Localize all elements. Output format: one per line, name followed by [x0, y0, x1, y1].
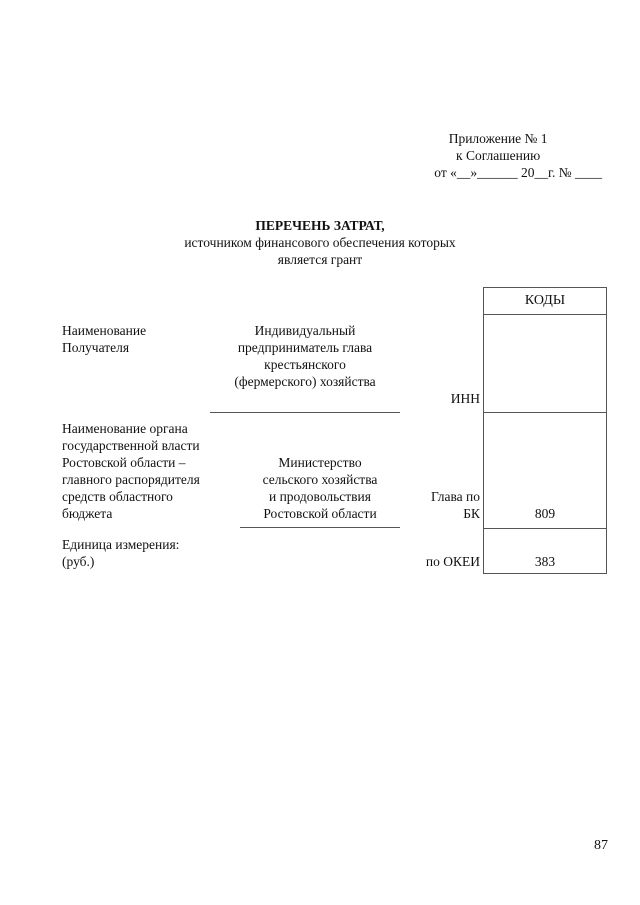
authority-underline — [240, 527, 400, 528]
unit-label-line: Единица измерения: — [62, 537, 180, 552]
budget-chapter-code-value: 809 — [534, 506, 556, 521]
budget-chapter-label — [410, 488, 480, 522]
authority-label-line: Ростовской области – — [62, 455, 186, 470]
title-sub-2: является грант — [277, 252, 363, 267]
authority-label-line: Наименование органа — [62, 421, 188, 436]
codes-header-bottom-border — [483, 314, 607, 315]
codes-table-top-border — [483, 287, 607, 288]
recipient-underline — [210, 412, 400, 413]
title-sub-1: источником финансового обеспечения которых — [184, 235, 456, 250]
budget-chapter-label-line: БК — [463, 506, 480, 521]
recipient-label-line: Наименование — [62, 323, 147, 338]
unit-label-line: (руб.) — [62, 554, 95, 569]
recipient-label — [62, 322, 146, 356]
okei-label: по ОКЕИ — [425, 554, 480, 569]
recipient-value-line: (фермерского) хозяйства — [234, 374, 376, 389]
recipient-value — [210, 322, 400, 390]
unit-label — [62, 536, 179, 570]
annex-line-3: от «__»______ 20__г. № ____ — [434, 165, 602, 180]
page-number: 87 — [594, 838, 608, 853]
authority-label-line: главного распорядителя — [62, 472, 200, 487]
document-title — [0, 217, 640, 268]
authority-value — [240, 454, 400, 522]
authority-label-line: бюджета — [62, 506, 113, 521]
inn-label: ИНН — [450, 391, 480, 406]
codes-table-left-border — [483, 287, 484, 574]
authority-value-line: и продовольствия — [268, 489, 371, 504]
authority-label-line: средств областного — [62, 489, 173, 504]
title-main: ПЕРЕЧЕНЬ ЗАТРАТ, — [255, 218, 385, 233]
recipient-label-line: Получателя — [62, 340, 130, 355]
budget-chapter-label-line: Глава по — [430, 489, 480, 504]
recipient-value-line: крестьянского — [264, 357, 346, 372]
annex-header — [434, 130, 602, 181]
codes-table-bottom-border — [483, 573, 607, 574]
authority-value-line: сельского хозяйства — [262, 472, 378, 487]
recipient-value-line: Индивидуальный — [254, 323, 356, 338]
codes-table-right-border — [606, 287, 607, 574]
authority-label-line: государственной власти — [62, 438, 200, 453]
okei-code-value: 383 — [534, 554, 556, 569]
authority-value-line: Министерство — [278, 455, 362, 470]
authority-value-line: Ростовской области — [263, 506, 377, 521]
codes-row1-bottom-border — [483, 412, 607, 413]
codes-row2-bottom-border — [483, 528, 607, 529]
authority-label — [62, 420, 200, 522]
recipient-value-line: предприниматель глава — [237, 340, 373, 355]
annex-line-2: к Соглашению — [456, 148, 541, 163]
annex-line-1: Приложение № 1 — [448, 131, 548, 146]
codes-header: КОДЫ — [524, 293, 566, 308]
